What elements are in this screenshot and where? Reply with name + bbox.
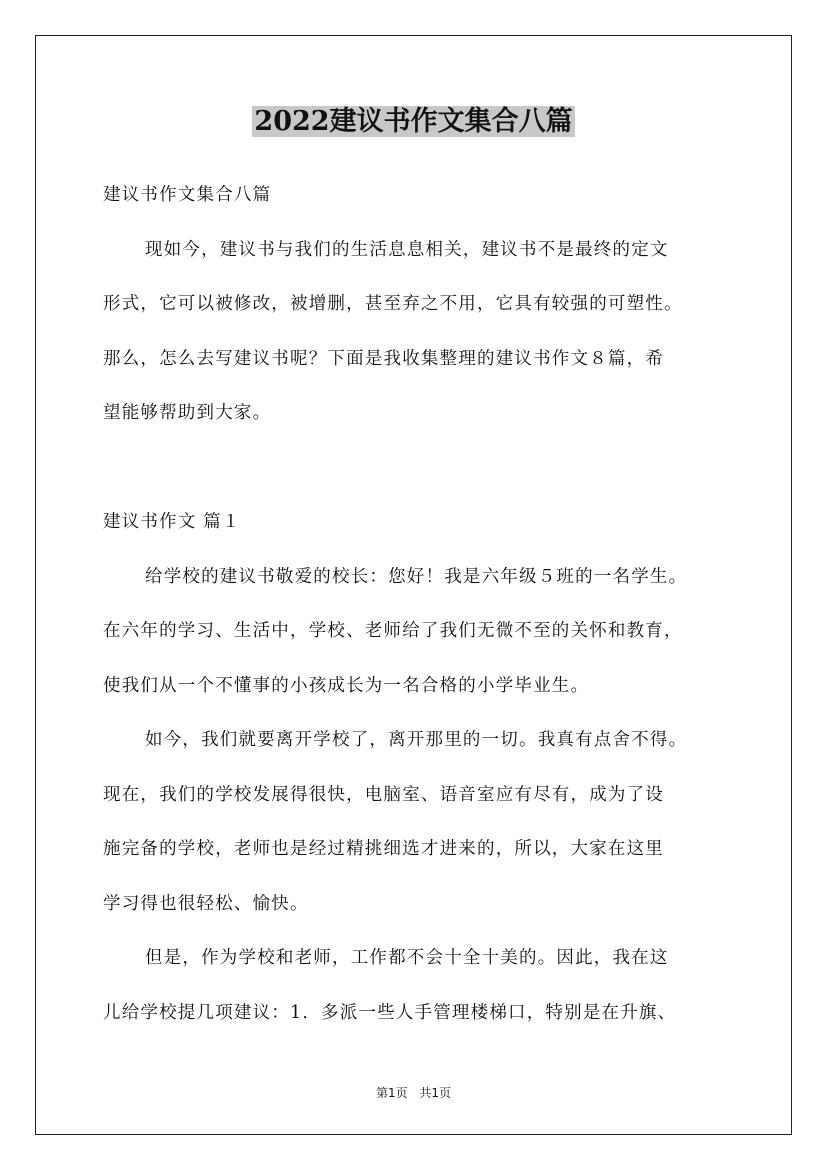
paragraph-line: 形式，它可以被修改，被增删，甚至弃之不用，它具有较强的可塑性。 bbox=[103, 294, 683, 314]
paragraph-line: 但是，作为学校和老师，工作都不会十全十美的。因此，我在这 bbox=[145, 948, 669, 968]
paragraph-line: 如今，我们就要离开学校了，离开那里的一切。我真有点舍不得。 bbox=[145, 730, 688, 750]
page-footer bbox=[0, 1085, 827, 1101]
paragraph-line: 那么，怎么去写建议书呢？下面是我收集整理的建议书作文８篇，希 bbox=[103, 348, 664, 369]
section-heading: 建议书作文集合八篇 bbox=[103, 185, 272, 205]
blank-line bbox=[103, 441, 743, 496]
document-title bbox=[0, 100, 827, 144]
paragraph-line: 使我们从一个不懂事的小孩成长为一名合格的小学毕业生。 bbox=[103, 675, 590, 696]
page-total: 共1页 bbox=[419, 1086, 452, 1100]
paragraph-line: 望能够帮助到大家。 bbox=[103, 403, 272, 423]
document-title-text: 2022建议书作文集合八篇 bbox=[254, 106, 573, 137]
paragraph-line: 在六年的学习、生活中，学校、老师给了我们无微不至的关怀和教育， bbox=[103, 621, 683, 641]
paragraph-line: 给学校的建议书敬爱的校长：您好！我是六年级５班的一名学生。 bbox=[145, 566, 688, 587]
paragraph-line: 学习得也很轻松、愉快。 bbox=[103, 893, 309, 914]
paragraph-line: 现在，我们的学校发展得很快，电脑室、语音室应有尽有，成为了设 bbox=[103, 784, 664, 805]
paragraph-line: 儿给学校提几项建议：1．多派一些人手管理楼梯口，特别是在升旗、 bbox=[103, 1002, 677, 1023]
page-number: 第1页 bbox=[375, 1086, 408, 1100]
paragraph-line: 现如今，建议书与我们的生活息息相关，建议书不是最终的定文 bbox=[145, 239, 669, 260]
document-body bbox=[103, 168, 743, 1040]
section-heading: 建议书作文 篇１ bbox=[103, 512, 241, 532]
paragraph-line: 施完备的学校，老师也是经过精挑细选才进来的，所以，大家在这里 bbox=[103, 839, 664, 859]
